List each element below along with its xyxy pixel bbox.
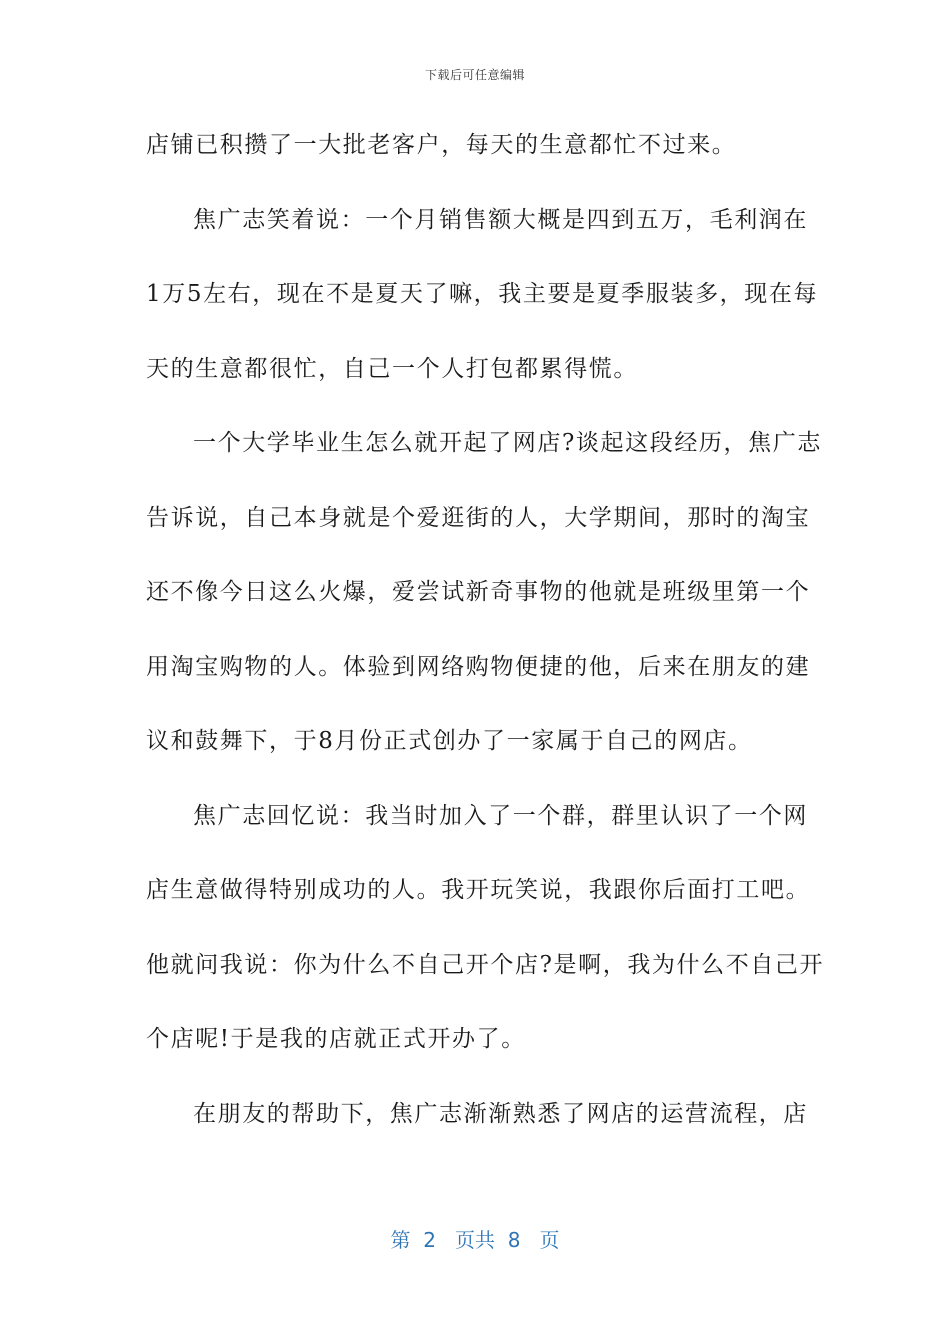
text-line: 1万5左右，现在不是夏天了嘛，我主要是夏季服装多，现在每 [146, 281, 819, 307]
text-line: 焦广志回忆说：我当时加入了一个群，群里认识了一个网 [193, 802, 808, 829]
text-line: 个店呢!于是我的店就正式开办了。 [146, 1026, 526, 1052]
text-line: 店生意做得特别成功的人。我开玩笑说，我跟你后面打工吧。 [146, 877, 811, 903]
text-line: 告诉说，自己本身就是个爱逛街的人，大学期间，那时的淘宝 [146, 504, 811, 531]
text-line: 他就问我说：你为什么不自己开个店?是啊，我为什么不自己开 [146, 951, 825, 978]
text-line: 用淘宝购物的人。体验到网络购物便捷的他，后来在朋友的建 [146, 653, 811, 680]
text-line: 在朋友的帮助下，焦广志渐渐熟悉了网店的运营流程，店 [193, 1100, 808, 1127]
text-line: 天的生意都很忙，自己一个人打包都累得慌。 [146, 355, 638, 382]
page-number-footer: 第 2 页共 8 页 [390, 1228, 560, 1252]
page-header: 下载后可任意编辑 [424, 68, 525, 82]
text-line: 还不像今日这么火爆，爱尝试新奇事物的他就是班级里第一个 [146, 579, 811, 605]
text-line: 议和鼓舞下，于8月份正式创办了一家属于自己的网店。 [146, 728, 753, 754]
text-line: 一个大学毕业生怎么就开起了网店?谈起这段经历，焦广志 [193, 430, 822, 456]
text-line: 店铺已积攒了一大批老客户，每天的生意都忙不过来。 [146, 132, 737, 158]
text-line: 焦广志笑着说：一个月销售额大概是四到五万，毛利润在 [193, 206, 808, 233]
document-body [146, 120, 825, 1163]
